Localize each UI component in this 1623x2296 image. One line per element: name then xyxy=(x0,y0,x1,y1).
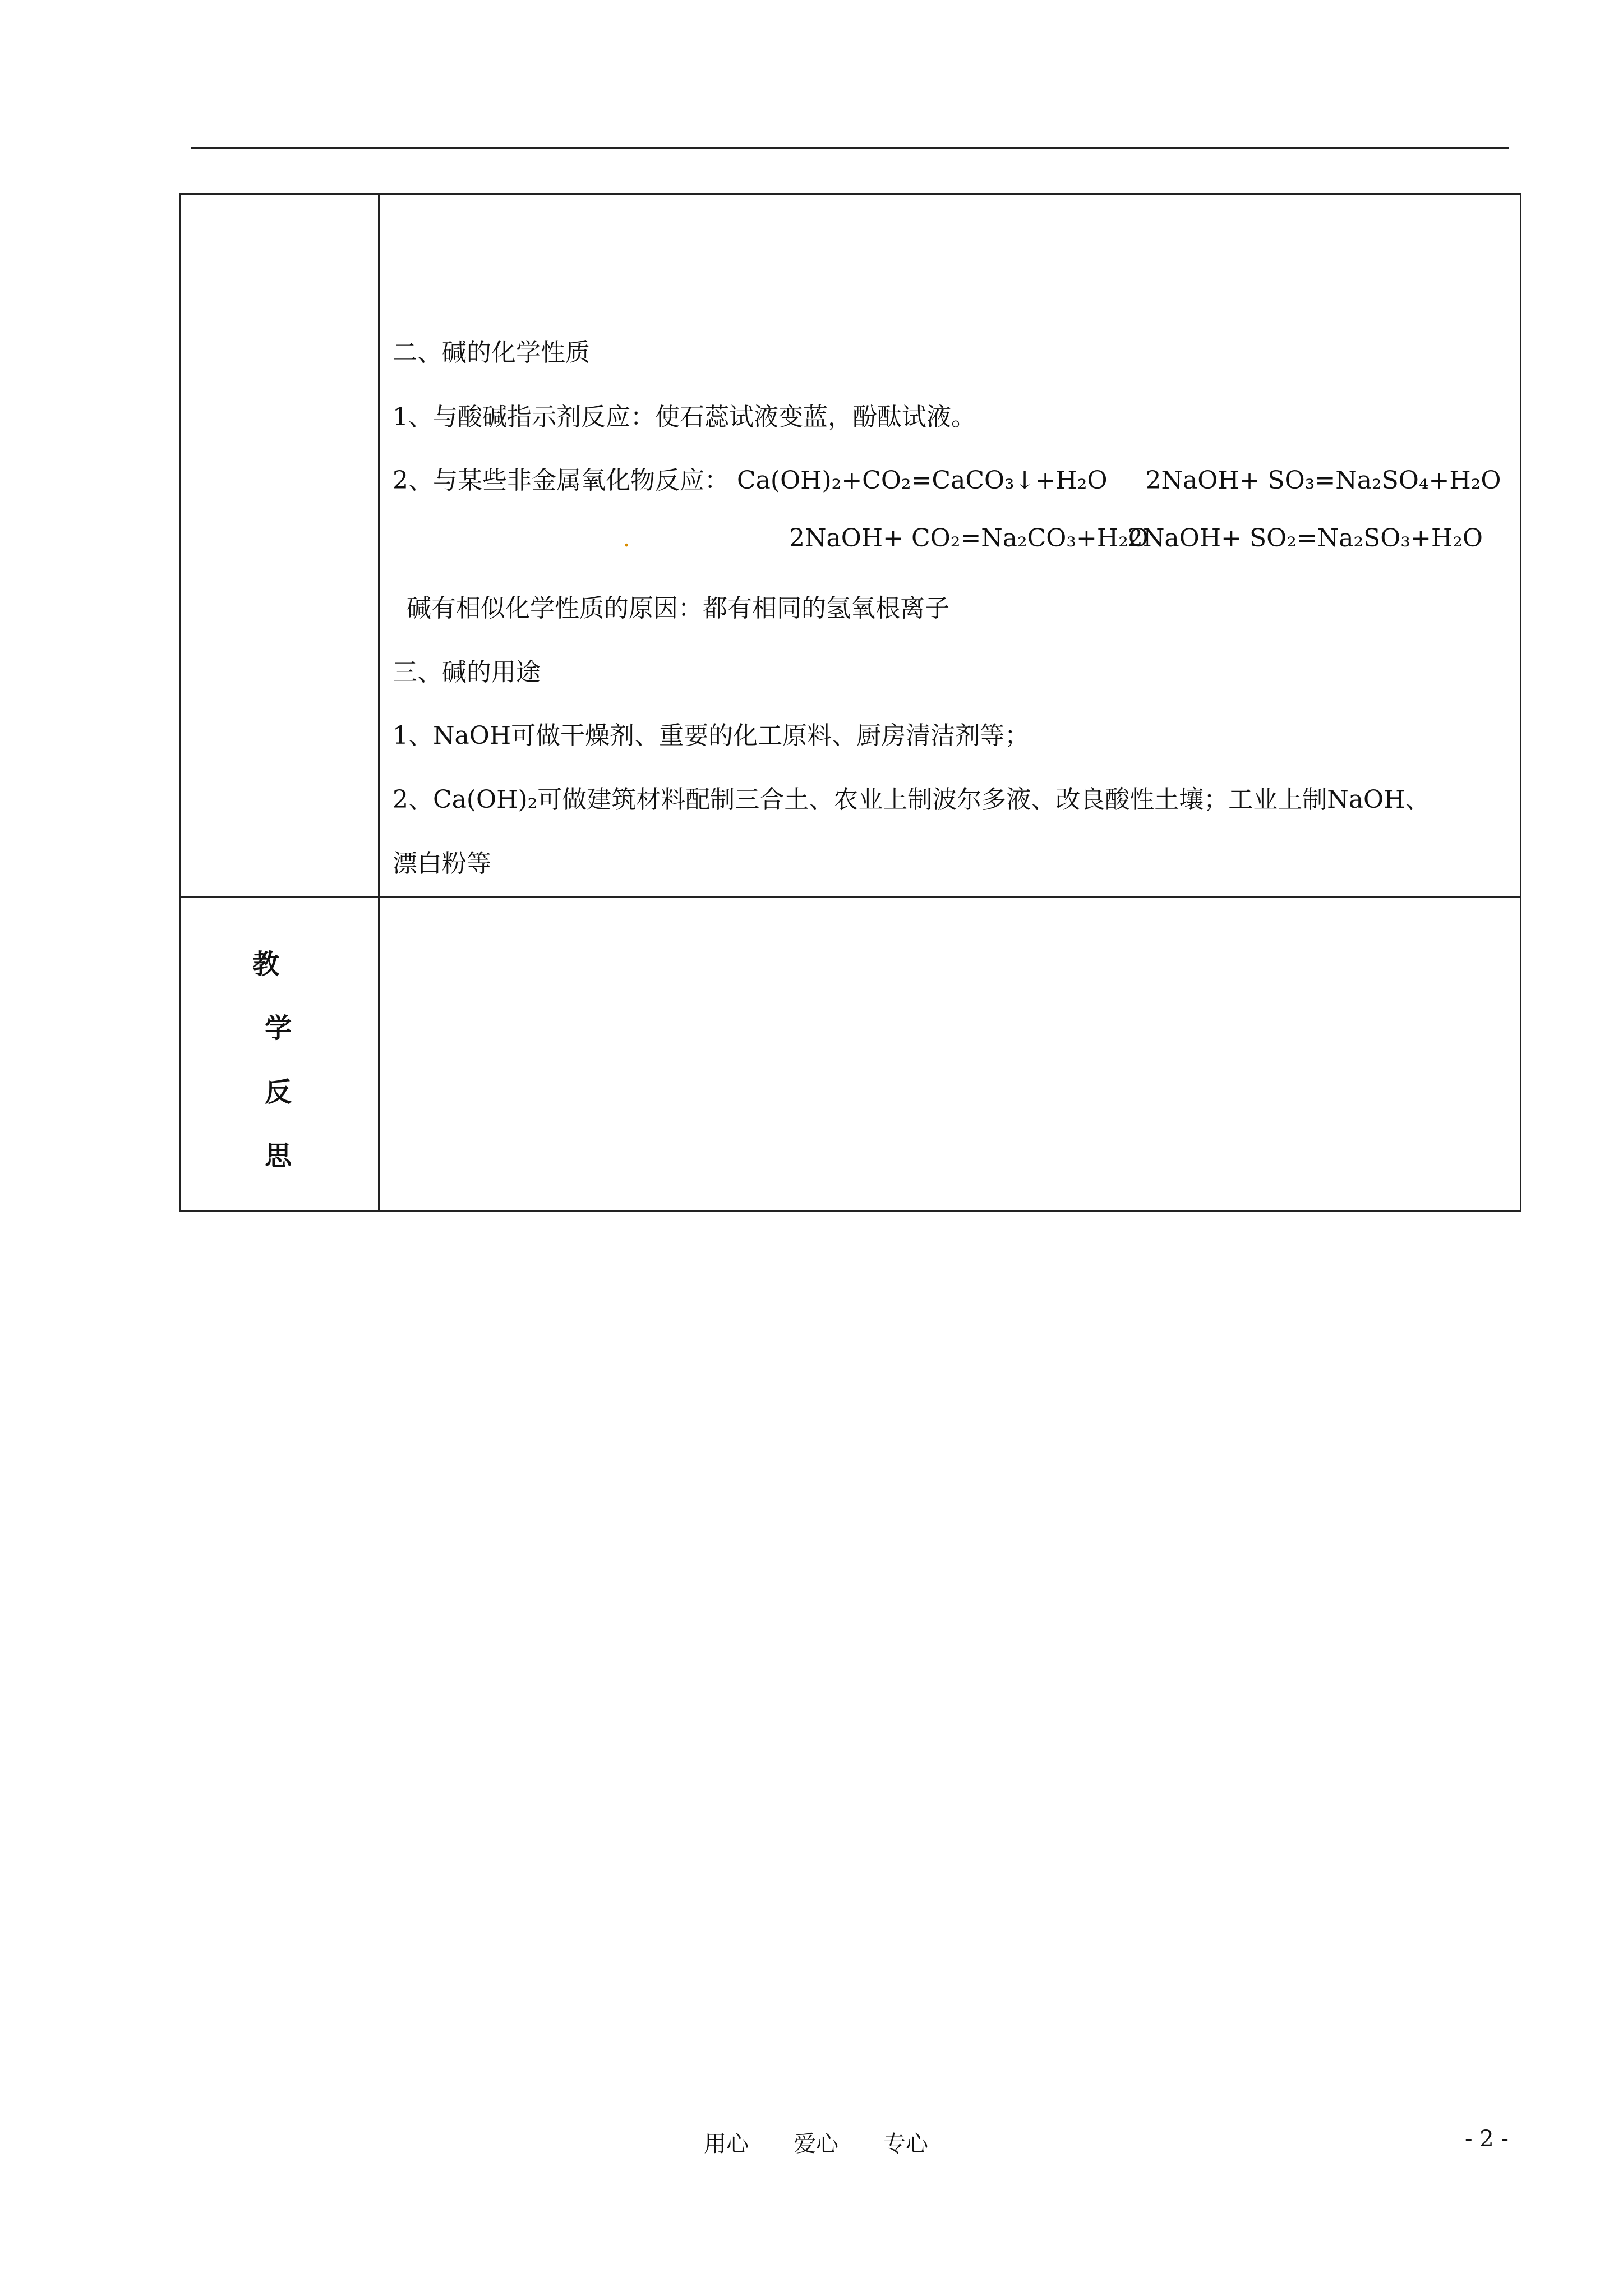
use-caoh2-continued: 漂白粉等 xyxy=(393,849,491,878)
similar-property-reason: 碱有相似化学性质的原因：都有相同的氢氧根离子 xyxy=(407,594,949,623)
lesson-table xyxy=(179,193,1521,1212)
oxide-reaction-line xyxy=(393,460,1501,496)
reflection-label-3: 反 xyxy=(265,1076,292,1108)
heading-uses: 三、碱的用途 xyxy=(393,658,541,687)
reflection-label-4: 思 xyxy=(265,1140,292,1172)
equation-naoh-so2: 2NaOH+ SO₂=Na₂SO₃+H₂O xyxy=(1127,524,1483,553)
page-number: - 2 - xyxy=(1465,2126,1509,2152)
use-caoh2: 2、Ca(OH)₂可做建筑材料配制三合土、农业上制波尔多液、改良酸性土壤；工业上制NaOH、 xyxy=(393,785,1430,814)
equation-caoh2-co2: Ca(OH)₂+CO₂=CaCO₃↓+H₂O xyxy=(737,466,1108,495)
heading-chemical-properties: 二、碱的化学性质 xyxy=(393,338,590,367)
header-rule xyxy=(191,147,1509,149)
column-divider xyxy=(378,195,380,1210)
indicator-reaction: 1、与酸碱指示剂反应：使石蕊试液变蓝，酚酞试液。 xyxy=(393,403,976,431)
oxide-reaction-label: 2、与某些非金属氧化物反应： xyxy=(393,466,729,495)
reflection-label-1: 教 xyxy=(252,949,280,980)
use-naoh: 1、NaOH可做干燥剂、重要的化工原料、厨房清洁剂等； xyxy=(393,721,1030,750)
equation-naoh-so3: 2NaOH+ SO₃=Na₂SO₄+H₂O xyxy=(1145,466,1501,495)
equation-naoh-co2: 2NaOH+ CO₂=Na₂CO₃+H₂O xyxy=(789,524,1149,553)
row-divider xyxy=(181,896,1520,898)
footer-motto: 用心 爱心 专心 xyxy=(704,2131,928,2157)
reflection-label-2: 学 xyxy=(265,1013,292,1044)
dot-mark: . xyxy=(623,524,630,553)
